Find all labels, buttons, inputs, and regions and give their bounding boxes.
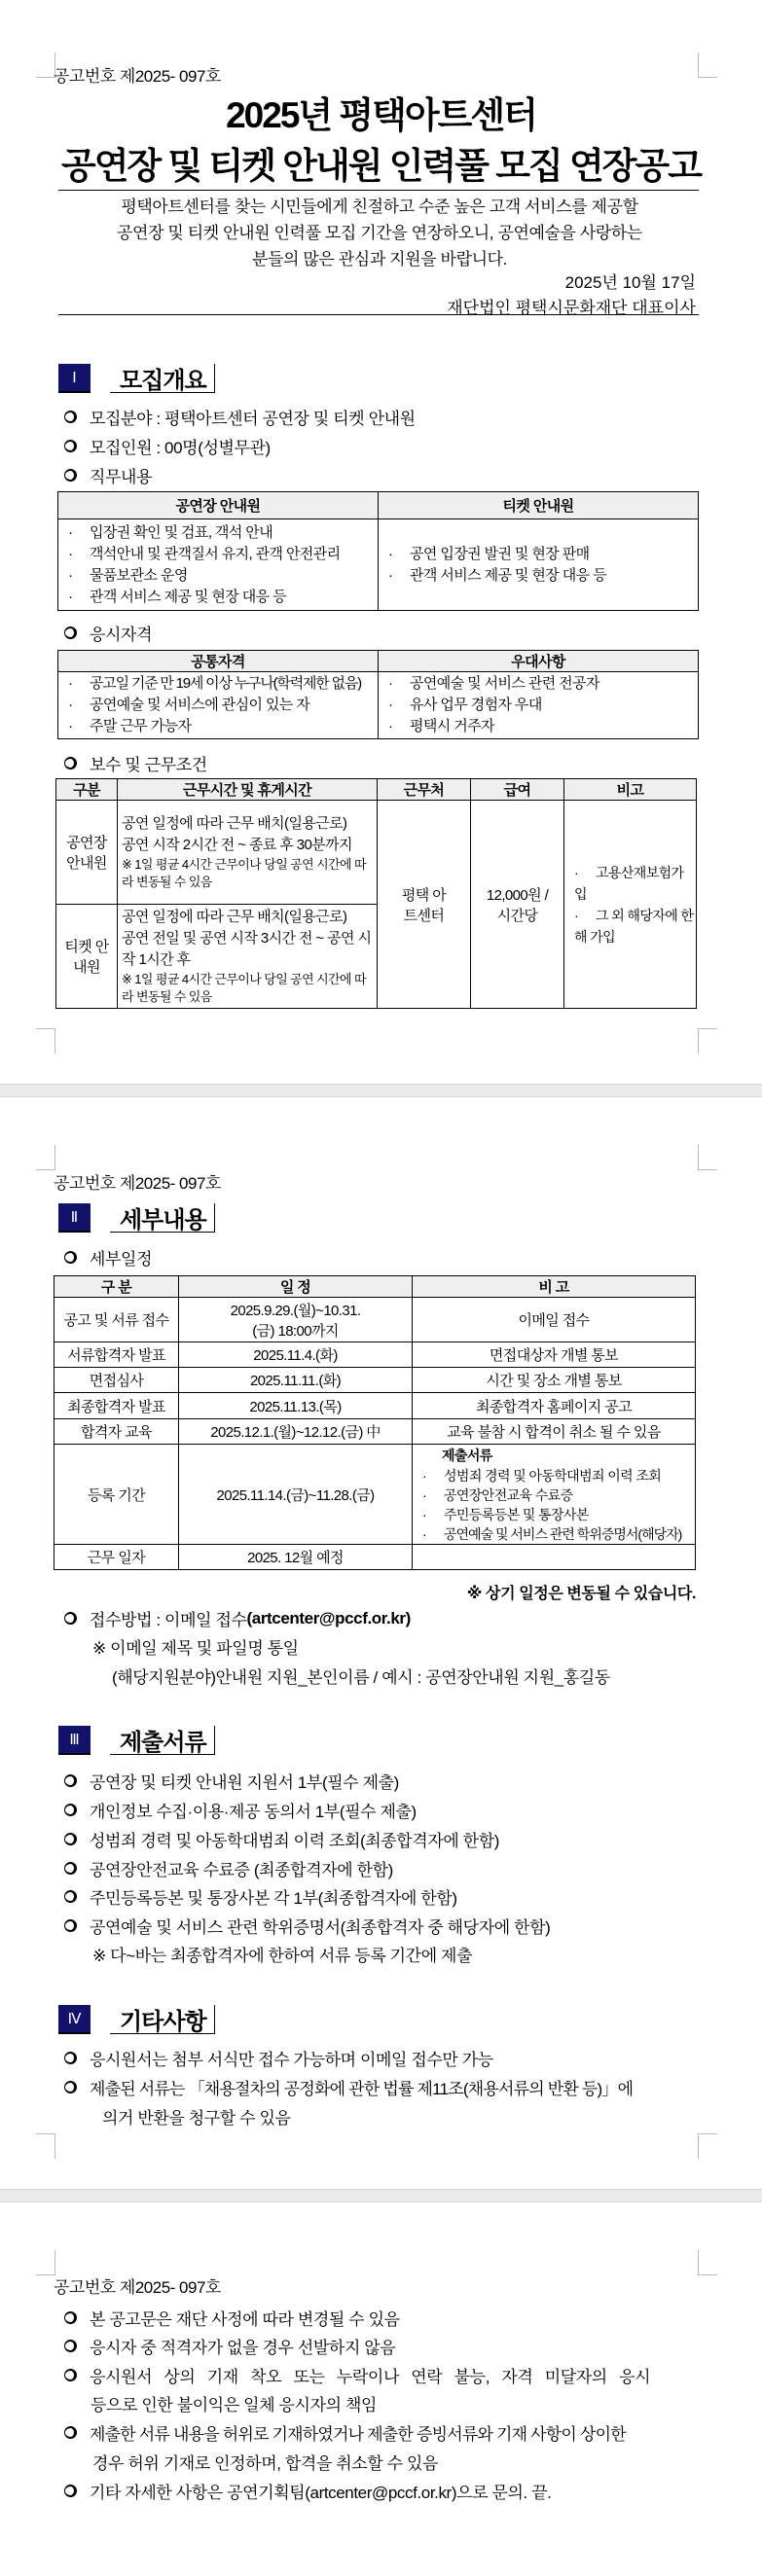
cell-line: · 주말 근무 가능자 — [58, 716, 378, 737]
table-cell — [58, 672, 379, 739]
table-header: 공통자격 — [58, 651, 379, 672]
page-title-line1: 2025년 평택아트센터 — [226, 95, 536, 135]
section-title: 기타사항 — [110, 2005, 215, 2034]
item-text: 공연장안전교육 수료증 (최종합격자에 한함) — [90, 1861, 393, 1879]
table-header: 일 정 — [179, 1276, 413, 1298]
item-text: 개인정보 수집·이용·제공 동의서 1부(필수 제출) — [90, 1803, 417, 1821]
table-cell: 등록 기간 — [54, 1445, 179, 1545]
crop-mark — [36, 53, 55, 78]
item-text: 모집분야 : 평택아트센터 공연장 및 티켓 안내원 — [90, 410, 416, 428]
page-title-line2: 공연장 및 티켓 안내원 인력풀 모집 연장공고 — [60, 146, 702, 186]
item-text: 공연장 및 티켓 안내원 지원서 1부(필수 제출) — [90, 1773, 399, 1792]
table-header: 구분 — [56, 779, 118, 801]
item-continuation: 의거 반환을 청구할 수 있음 — [102, 2109, 291, 2128]
table-cell: 평택 아트센터 — [378, 801, 471, 1009]
table-cell: 티켓 안내원 — [56, 905, 118, 1009]
crop-mark — [698, 2133, 717, 2159]
cell-line: · 공연 입장권 발권 및 현장 판매 — [379, 544, 698, 565]
circle-bullet-icon — [64, 2485, 77, 2497]
list-item — [64, 2420, 626, 2445]
circle-bullet-icon — [64, 469, 77, 482]
table-cell: 2025.12.1.(월)~12.12.(금) 中 — [179, 1419, 413, 1445]
cell-line: · 물품보관소 운영 — [58, 565, 378, 587]
list-item — [64, 2363, 650, 2387]
list-item — [64, 1798, 417, 1822]
circle-bullet-icon — [64, 1862, 77, 1875]
list-item — [64, 463, 152, 487]
cell-line: · 관객 서비스 제공 및 현장 대응 등 — [379, 565, 698, 587]
table-cell: 서류합격자 발표 — [54, 1342, 179, 1368]
intro-line: 평택아트센터를 찾는 시민들에게 친절하고 수준 높은 고객 서비스를 제공할 — [121, 197, 638, 216]
item-text: 응시자격 — [90, 626, 153, 644]
table-row — [54, 1419, 696, 1445]
table-cell — [118, 905, 378, 1009]
cell-line: · 공연예술 및 서비스에 관심이 있는 자 — [58, 695, 378, 716]
circle-bullet-icon — [64, 440, 77, 452]
intro-line: 공연장 및 티켓 안내원 인력풀 모집 기간을 연장하오니, 공연예술을 사랑하는 — [117, 224, 642, 242]
table-cell: 교육 불참 시 합격이 취소 될 수 있음 — [413, 1419, 696, 1445]
table-cell — [564, 801, 697, 1009]
section-header-4 — [58, 2005, 215, 2034]
circle-bullet-icon — [64, 757, 77, 769]
divider — [58, 190, 699, 191]
section-header-3 — [58, 1726, 215, 1755]
cell-line: · 관객 서비스 제공 및 현장 대응 등 — [58, 587, 378, 608]
list-item — [64, 751, 207, 775]
section-title: 모집개요 — [110, 364, 215, 393]
table-cell: 시간 및 장소 개별 통보 — [413, 1368, 696, 1393]
list-item — [64, 2334, 395, 2358]
schedule-table — [54, 1275, 696, 1570]
cell-line: · 평택시 거주자 — [379, 716, 698, 737]
item-text: 접수방법 : 이메일 접수 — [90, 1611, 247, 1629]
crop-mark — [36, 2250, 55, 2275]
crop-mark — [698, 53, 717, 78]
circle-bullet-icon — [64, 2311, 77, 2324]
cell-line: · 성범죄 경력 및 아동학대범죄 이력 조회 — [413, 1466, 695, 1485]
circle-bullet-icon — [64, 626, 77, 639]
section-title: 제출서류 — [110, 1726, 215, 1755]
table-cell: 면접심사 — [54, 1368, 179, 1393]
list-item — [64, 1914, 550, 1938]
circle-bullet-icon — [64, 1919, 77, 1932]
table-header: 비고 — [564, 779, 697, 801]
table-cell — [413, 1445, 696, 1545]
circle-bullet-icon — [64, 1251, 77, 1264]
cell-line: · 주민등록등본 및 통장사본 — [413, 1505, 695, 1524]
divider — [58, 314, 699, 315]
table-header: 티켓 안내원 — [379, 492, 699, 519]
list-item — [64, 1245, 152, 1270]
table-row — [54, 1445, 696, 1545]
qualification-table — [57, 650, 699, 739]
circle-bullet-icon — [64, 411, 77, 423]
section-header-1 — [58, 364, 215, 393]
crop-mark — [36, 2133, 55, 2159]
issuer: 재단법인 평택시문화재단 대표이사 — [447, 299, 696, 317]
cell-line: · 공연장안전교육 수료증 — [413, 1485, 695, 1505]
cell-line: · 그 외 해당자에 한해 가입 — [564, 905, 696, 948]
list-item — [64, 2306, 400, 2330]
list-item — [64, 2075, 633, 2099]
item-text: 제출한 서류 내용을 허위로 기재하였거나 제출한 증빙서류와 기재 사항이 상이한 — [90, 2425, 626, 2444]
table-cell: 공고 및 서류 접수 — [54, 1298, 179, 1342]
crop-mark — [698, 1145, 717, 1170]
intro-line: 분들의 많은 관심과 지원을 바랍니다. — [252, 250, 507, 268]
section-header-2 — [58, 1203, 215, 1233]
table-row — [54, 1393, 696, 1419]
cell-note: ※ 1일 평균 4시간 근무이나 당일 공연 시간에 따라 변동될 수 있음 — [122, 857, 366, 889]
page-separator — [0, 2189, 762, 2202]
circle-bullet-icon — [64, 1612, 77, 1625]
table-header: 근무처 — [378, 779, 471, 801]
cell-line: 공연 일정에 따라 근무 배치(일용근로) — [122, 909, 347, 925]
table-header: 구 분 — [54, 1276, 179, 1298]
list-item — [64, 2479, 552, 2503]
notice-number: 공고번호 제2025- 097호 — [54, 1174, 221, 1193]
item-continuation: 등으로 인한 불이익은 일체 응시자의 책임 — [91, 2396, 377, 2415]
table-cell — [379, 519, 699, 611]
item-text: 주민등록등본 및 통장사본 각 1부(최종합격자에 한함) — [90, 1889, 457, 1908]
section-number: Ⅳ — [58, 2005, 91, 2034]
method-note: ※ 이메일 제목 및 파일명 통일 — [92, 1639, 299, 1658]
item-text: 본 공고문은 재단 사정에 따라 변경될 수 있음 — [90, 2310, 400, 2329]
list-item — [64, 1884, 457, 1909]
item-text: 기타 자세한 사항은 공연기획팀(artcenter@pccf.or.kr)으로 문의. 끝. — [90, 2484, 552, 2502]
table-header: 공연장 안내원 — [58, 492, 379, 519]
circle-bullet-icon — [64, 1833, 77, 1845]
section-number: Ⅱ — [58, 1203, 91, 1233]
circle-bullet-icon — [64, 2340, 77, 2352]
method-note: (해당지원분야)안내원 지원_본인이름 / 예시 : 공연장안내원 지원_홍길동 — [112, 1668, 610, 1687]
list-item — [64, 1827, 499, 1851]
cell-line: · 객석안내 및 관객질서 유지, 관객 안전관리 — [58, 544, 378, 565]
table-cell: 근무 일자 — [54, 1545, 179, 1570]
item-text: 보수 및 근무조건 — [90, 756, 207, 774]
table-header: 근무시간 및 휴게시간 — [118, 779, 378, 801]
cell-line: · 공연예술 및 서비스 관련 학위증명서(해당자) — [413, 1524, 695, 1544]
crop-mark — [698, 2250, 717, 2275]
list-item — [64, 1856, 393, 1880]
notice-number: 공고번호 제2025- 097호 — [54, 2278, 221, 2297]
cell-line: · 고용산재보험가입 — [564, 862, 696, 905]
table-cell: 공연장 안내원 — [56, 801, 118, 905]
table-cell: 2025.11.4.(화) — [179, 1342, 413, 1368]
circle-bullet-icon — [64, 2369, 77, 2381]
table-cell: 이메일 접수 — [413, 1298, 696, 1342]
list-item — [64, 405, 416, 429]
cell-line: · 유사 업무 경험자 우대 — [379, 695, 698, 716]
table-header: 비 고 — [413, 1276, 696, 1298]
table-cell: 2025.9.29.(월)~10.31.(금) 18:00까지 — [179, 1298, 413, 1342]
crop-mark — [36, 1028, 55, 1054]
cell-line: 공연 전일 및 공연 시작 3시간 전 ~ 공연 시작 1시간 후 — [122, 930, 372, 968]
cell-note: ※ 1일 평균 4시간 근무이나 당일 공연 시간에 따라 변동될 수 있음 — [122, 972, 366, 1004]
page-separator — [0, 1084, 762, 1097]
cell-line: 공연 시작 2시간 전 ~ 종료 후 30분까지 — [122, 837, 352, 853]
crop-mark — [698, 1028, 717, 1054]
item-text: 응시원서 상의 기재 착오 또는 누락이나 연락 불능, 자격 미달자의 응시 — [90, 2368, 651, 2386]
table-cell: 12,000원 / 시간당 — [471, 801, 564, 1009]
table-row — [54, 1545, 696, 1570]
table-header: 급여 — [471, 779, 564, 801]
table-cell: 합격자 교육 — [54, 1419, 179, 1445]
circle-bullet-icon — [64, 1890, 77, 1903]
item-text: 공연예술 및 서비스 관련 학위증명서(최종합격자 중 해당자에 한함) — [90, 1918, 551, 1937]
item-continuation: 경우 허위 기재로 인정하며, 합격을 취소할 수 있음 — [92, 2454, 439, 2473]
list-item — [64, 1606, 411, 1630]
cell-line: · 공연예술 및 서비스 관련 전공자 — [379, 673, 698, 695]
table-cell: 2025.11.13.(목) — [179, 1393, 413, 1419]
pay-table — [55, 778, 697, 1009]
list-item — [64, 621, 152, 645]
notice-date: 2025년 10월 17일 — [564, 273, 696, 292]
duties-table — [57, 491, 699, 611]
circle-bullet-icon — [64, 1774, 77, 1787]
table-cell — [379, 672, 699, 739]
table-cell: 면접대상자 개별 통보 — [413, 1342, 696, 1368]
circle-bullet-icon — [64, 2081, 77, 2093]
table-cell: 2025. 12월 예정 — [179, 1545, 413, 1570]
email-link[interactable]: (artcenter@pccf.or.kr) — [246, 1608, 411, 1628]
list-item — [64, 434, 271, 458]
section-number: Ⅲ — [58, 1726, 91, 1755]
table-cell: 최종합격자 발표 — [54, 1393, 179, 1419]
item-text: 직무내용 — [90, 468, 153, 486]
section3-note: ※ 다~바는 최종합격자에 한하여 서류 등록 기간에 제출 — [92, 1947, 473, 1965]
item-text: 성범죄 경력 및 아동학대범죄 이력 조회(최종합격자에 한함) — [90, 1832, 499, 1850]
item-text: 모집인원 : 00명(성별무관) — [90, 439, 271, 457]
table-cell: 최종합격자 홈페이지 공고 — [413, 1393, 696, 1419]
table-cell — [413, 1545, 696, 1570]
crop-mark — [36, 1145, 55, 1170]
docs-title: 제출서류 — [442, 1448, 492, 1463]
list-item — [64, 1769, 399, 1793]
circle-bullet-icon — [64, 2052, 77, 2064]
table-row — [54, 1298, 696, 1342]
cell-line: · 공고일 기준 만 19세 이상 누구나(학력제한 없음) — [58, 673, 378, 695]
table-cell: 2025.11.14.(금)~11.28.(금) — [179, 1445, 413, 1545]
list-item — [64, 2046, 493, 2070]
table-cell — [118, 801, 378, 905]
table-cell: 2025.11.11.(화) — [179, 1368, 413, 1393]
cell-line: 공연 일정에 따라 근무 배치(일용근로) — [122, 815, 347, 832]
intro-text — [58, 194, 701, 272]
section-title: 세부내용 — [110, 1203, 215, 1233]
table-row — [54, 1368, 696, 1393]
item-text: 세부일정 — [90, 1250, 153, 1269]
notice-number: 공고번호 제2025- 097호 — [54, 67, 221, 86]
item-text: 응시자 중 적격자가 없을 경우 선발하지 않음 — [90, 2339, 396, 2357]
circle-bullet-icon — [64, 1804, 77, 1816]
table-row — [54, 1342, 696, 1368]
schedule-note: ※ 상기 일정은 변동될 수 있습니다. — [466, 1586, 696, 1602]
cell-line: · 입장권 확인 및 검표, 객석 안내 — [58, 522, 378, 544]
section-number: Ⅰ — [58, 364, 91, 393]
table-cell — [58, 519, 379, 611]
item-text: 응시원서는 첨부 서식만 접수 가능하며 이메일 접수만 가능 — [90, 2051, 493, 2069]
table-header: 우대사항 — [379, 651, 699, 672]
item-text: 제출된 서류는 「채용절차의 공정화에 관한 법률 제11조(채용서류의 반환 등)」에 — [90, 2080, 634, 2098]
circle-bullet-icon — [64, 2426, 77, 2439]
